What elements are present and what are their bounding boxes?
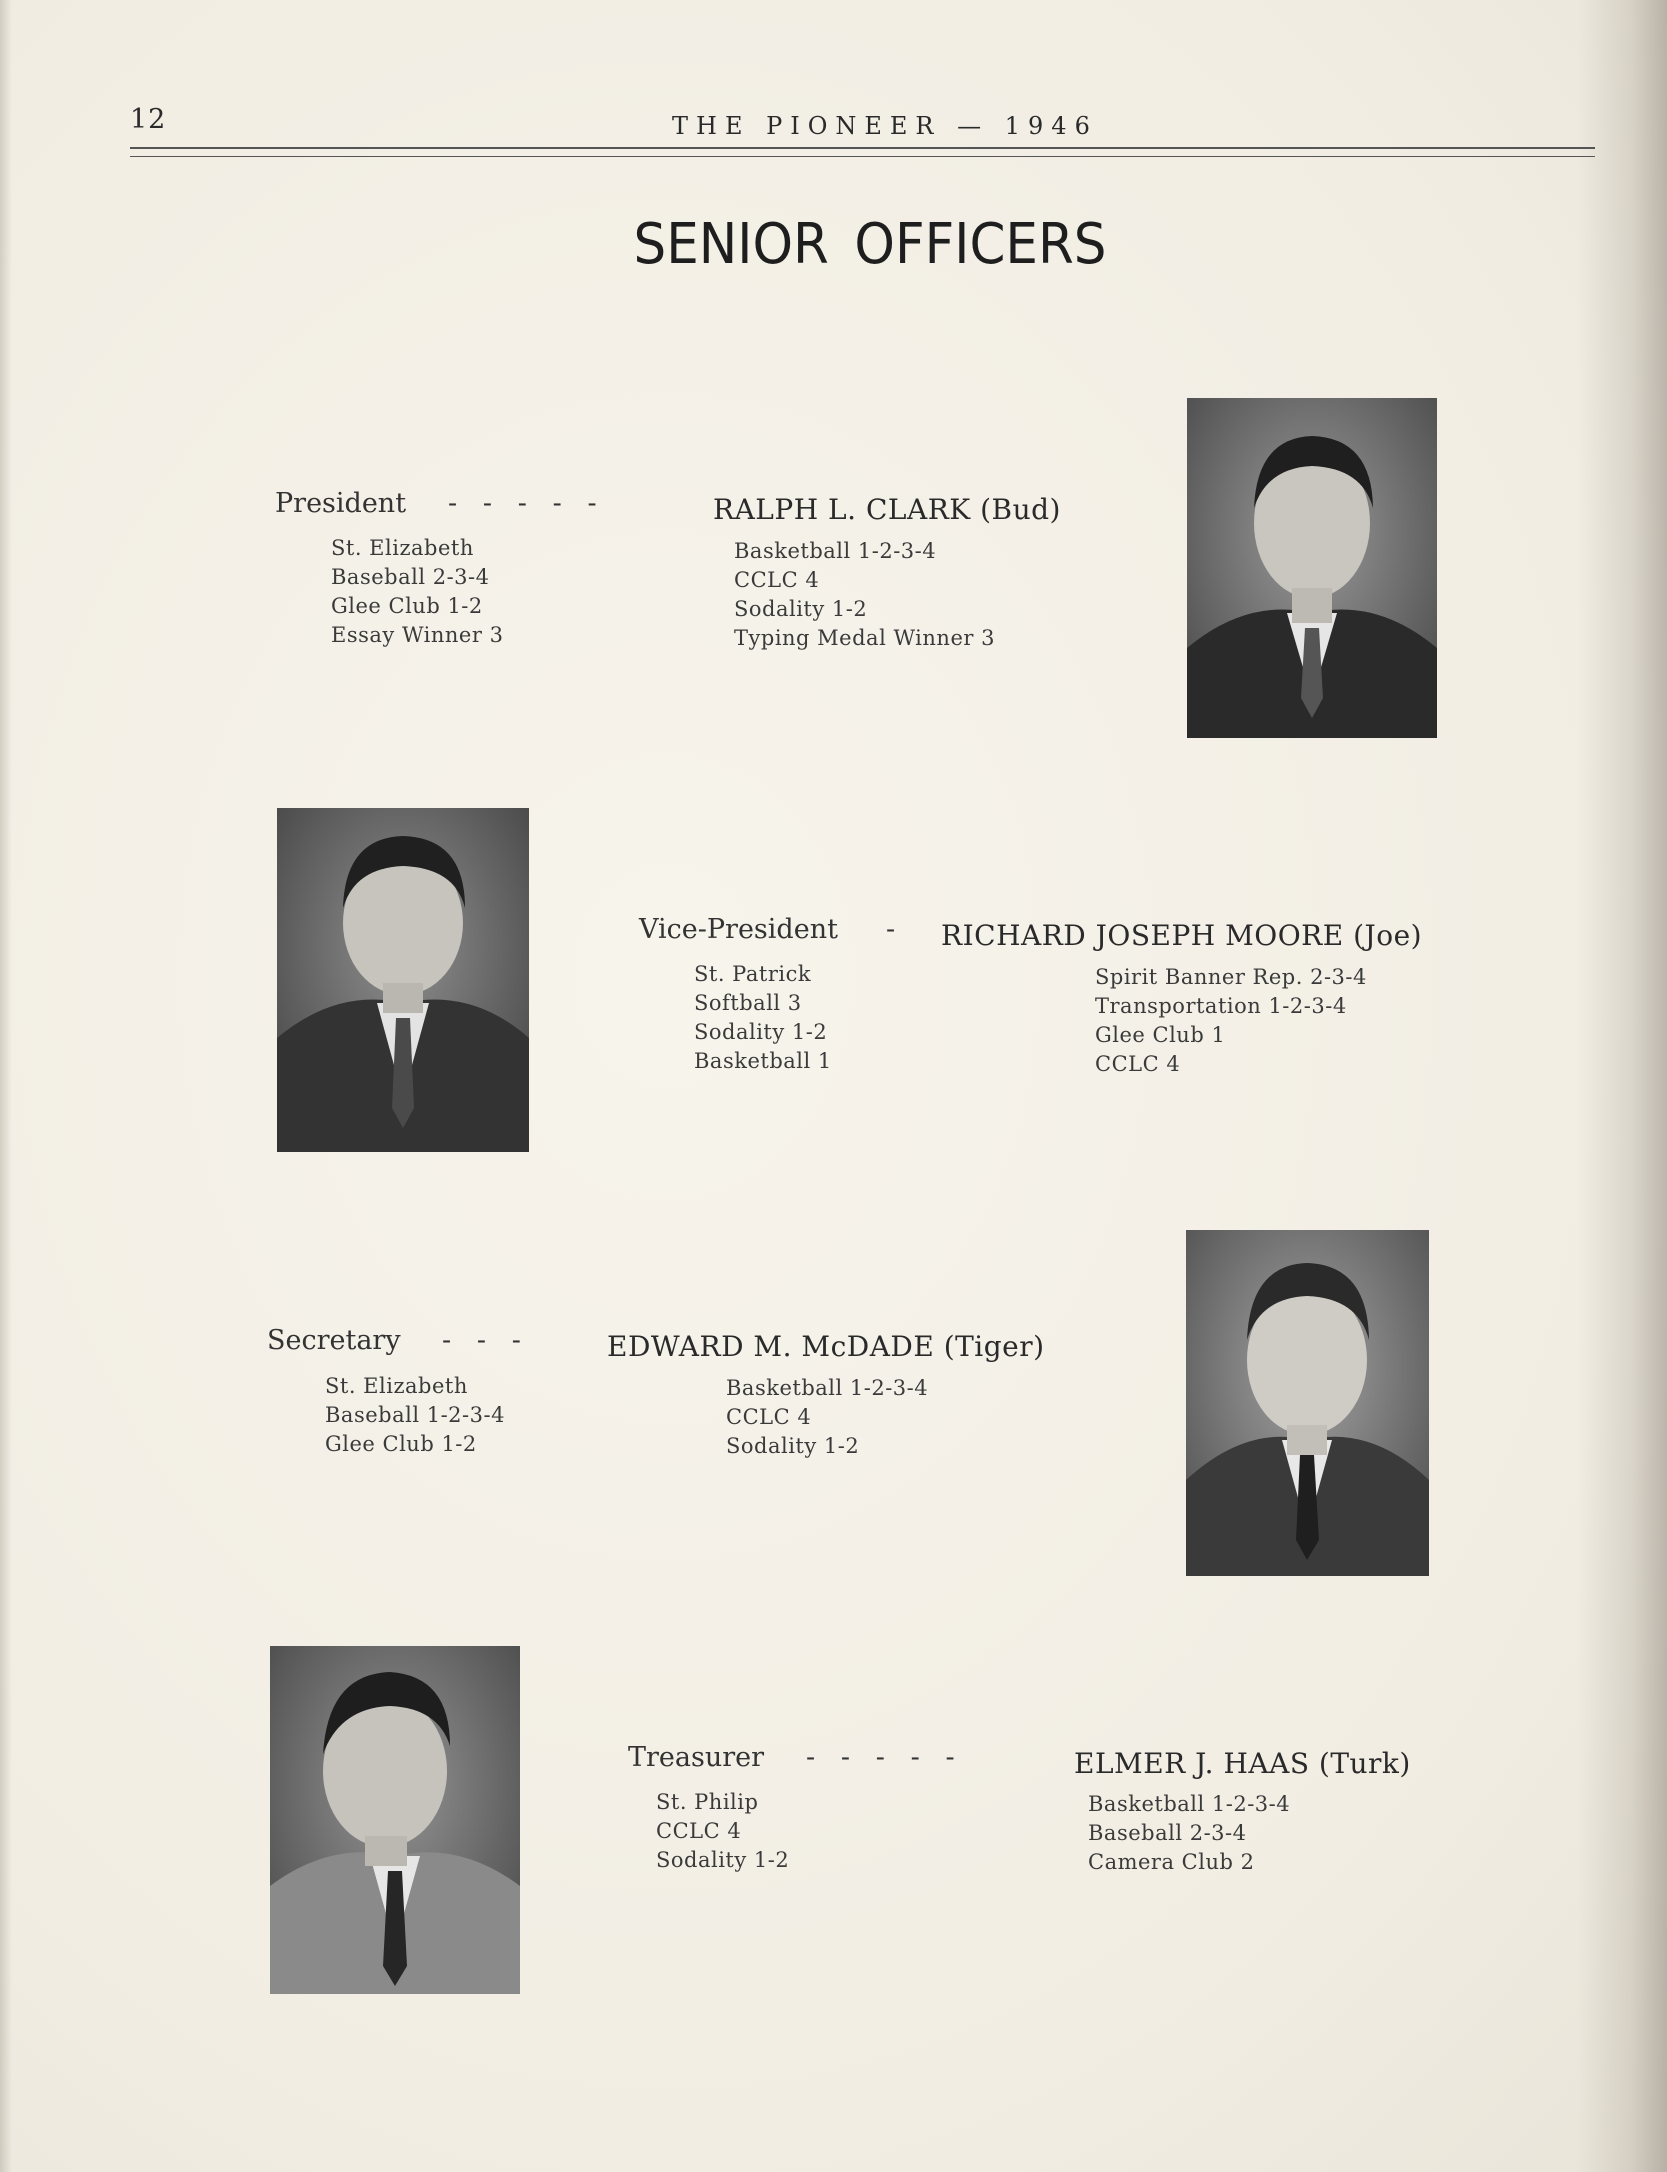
officer-name-vice-president: RICHARD JOSEPH MOORE (Joe) [941,919,1423,952]
activity-item: Sodality 1-2 [656,1848,790,1872]
portrait-photo-treasurer [270,1646,520,1994]
spine-shadow [1577,0,1667,2172]
portrait-photo-secretary [1186,1230,1429,1576]
activity-item: CCLC 4 [726,1405,812,1429]
activity-list-president-left [331,534,503,650]
activity-item: CCLC 4 [1095,1052,1181,1076]
activity-item: Glee Club 1-2 [325,1432,477,1456]
activity-item: St. Patrick [694,962,812,986]
activity-list-treasurer-right [1088,1790,1290,1877]
office-label-secretary: Secretary [267,1325,401,1356]
activity-item: St. Elizabeth [331,536,474,560]
office-label-vice-president: Vice-President [639,914,838,945]
activity-item: Sodality 1-2 [734,597,868,621]
activity-item: Basketball 1-2-3-4 [1088,1792,1291,1816]
header-rule-thin [130,156,1595,157]
activity-item: Essay Winner 3 [331,623,504,647]
activity-item: Baseball 1-2-3-4 [325,1403,505,1427]
activity-item: St. Elizabeth [325,1374,468,1398]
office-label-treasurer: Treasurer [628,1742,765,1773]
activity-list-vice-president-right [1095,963,1367,1079]
office-dashes: - - - - - [448,488,597,519]
activity-item: Baseball 2-3-4 [331,565,490,589]
header-rule [130,147,1595,149]
activity-item: Typing Medal Winner 3 [734,626,995,650]
activity-item: Spirit Banner Rep. 2-3-4 [1095,965,1367,989]
office-label-president: President [275,488,407,519]
officer-name-secretary: EDWARD M. McDADE (Tiger) [607,1330,1045,1363]
activity-item: Sodality 1-2 [726,1434,860,1458]
office-dashes: - [886,914,896,945]
activity-list-treasurer-left [656,1788,789,1875]
officer-name-treasurer: ELMER J. HAAS (Turk) [1074,1747,1411,1780]
activity-list-secretary-right [726,1374,928,1461]
activity-list-president-right [734,537,995,653]
portrait-photo-president [1187,398,1437,738]
activity-item: Camera Club 2 [1088,1850,1255,1874]
running-head: THE PIONEER — 1946 [672,112,1098,140]
activity-item: CCLC 4 [734,568,820,592]
activity-item: Softball 3 [694,991,802,1015]
activity-list-secretary-left [325,1372,505,1459]
activity-item: CCLC 4 [656,1819,742,1843]
officer-name-president: RALPH L. CLARK (Bud) [713,493,1061,526]
page-edge-shadow [0,0,12,2172]
activity-list-vice-president-left [694,960,832,1076]
office-dashes: - - - - - [806,1742,955,1773]
activity-item: Basketball 1 [694,1049,832,1073]
activity-item: Transportation 1-2-3-4 [1095,994,1347,1018]
activity-item: Glee Club 1 [1095,1023,1226,1047]
activity-item: Basketball 1-2-3-4 [734,539,937,563]
activity-item: Baseball 2-3-4 [1088,1821,1247,1845]
page-title: SENIOR OFFICERS [633,212,1107,277]
page-number: 12 [130,104,167,135]
activity-item: Glee Club 1-2 [331,594,483,618]
activity-item: Sodality 1-2 [694,1020,828,1044]
portrait-photo-vice-president [277,808,529,1152]
activity-item: St. Philip [656,1790,759,1814]
activity-item: Basketball 1-2-3-4 [726,1376,929,1400]
office-dashes: - - - [442,1325,521,1356]
